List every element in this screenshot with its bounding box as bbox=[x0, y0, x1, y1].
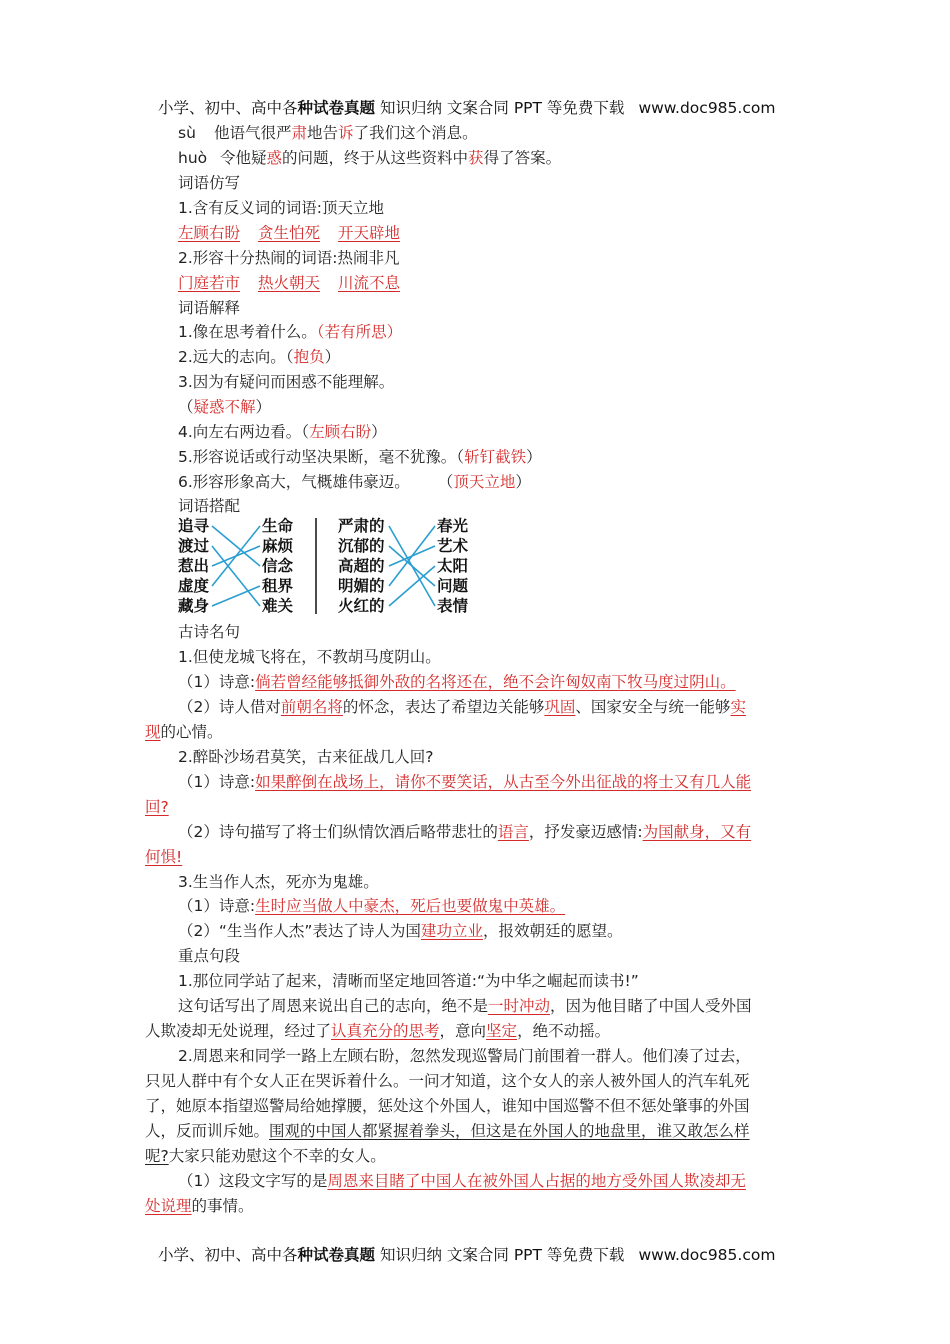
match-line bbox=[389, 546, 435, 586]
match-left-word: 虚度 bbox=[178, 577, 210, 595]
match-left-word: 追寻 bbox=[178, 517, 210, 535]
match-right-word: 太阳 bbox=[437, 557, 469, 575]
poem-analysis: （2）诗人借对前朝名将的怀念，表达了希望边关能够巩固、国家安全与统一能够实 bbox=[178, 698, 746, 716]
poem-analysis-cont: 何惧! bbox=[145, 848, 183, 866]
answer-row: 门庭若市 热火朝天 川流不息 bbox=[178, 274, 401, 292]
key-analysis: （1）这段文字写的是周恩来目睹了中国人在被外国人占据的地方受外国人欺凌却无 bbox=[178, 1172, 746, 1190]
match-left-word: 藏身 bbox=[178, 597, 210, 615]
match-right-word: 艺术 bbox=[437, 537, 469, 555]
match-right-word: 租界 bbox=[262, 577, 294, 595]
key-passage-line: 人，反而训斥她。围观的中国人都紧握着拳头，但这是在外国人的地盘里，谁又敢怎么样 bbox=[145, 1122, 750, 1140]
explain-item: 1.像在思考着什么。（若有所思） bbox=[178, 323, 403, 341]
site-url: www.doc985.com bbox=[638, 1246, 776, 1264]
explain-item: 4.向左右两边看。（左顾右盼） bbox=[178, 423, 387, 441]
match-left-word: 惹出 bbox=[178, 557, 210, 575]
poem-meaning-cont: 回? bbox=[145, 798, 169, 816]
key-analysis-cont: 人欺凌却无处说理，经过了认真充分的思考，意向坚定，绝不动摇。 bbox=[145, 1022, 611, 1040]
match-left-word: 火红的 bbox=[338, 597, 385, 615]
page-footer: 小学、初中、高中各种试卷真题 知识归纳 文案合同 PPT 等免费下载 www.doc985.com bbox=[158, 1246, 776, 1264]
poem-line: 2.醉卧沙场君莫笑，古来征战几人回? bbox=[178, 748, 434, 766]
match-line bbox=[212, 526, 260, 566]
match-line bbox=[389, 526, 435, 586]
key-sentence: 1.那位同学站了起来，清晰而坚定地回答道:“为中华之崛起而读书!” bbox=[178, 972, 639, 990]
question: 1.含有反义词的词语:顶天立地 bbox=[178, 199, 385, 217]
match-left-word: 渡过 bbox=[178, 537, 210, 555]
explain-answer: （疑惑不解） bbox=[178, 398, 272, 416]
match-left-word: 明媚的 bbox=[338, 577, 385, 595]
section-title: 古诗名句 bbox=[178, 623, 241, 641]
section-title: 词语搭配 bbox=[178, 497, 241, 515]
key-passage-line: 了，她原本指望巡警局给她撑腰，惩处这个外国人，谁知中国巡警不但不惩处肇事的外国 bbox=[145, 1097, 750, 1115]
explain-item: 2.远大的志向。（抱负） bbox=[178, 348, 341, 366]
answer-row: 左顾右盼 贪生怕死 开天辟地 bbox=[178, 224, 401, 242]
key-analysis: 这句话写出了周恩来说出自己的志向，绝不是一时冲动，因为他目睹了中国人受外国 bbox=[178, 997, 752, 1015]
poem-meaning: （1）诗意:如果醉倒在战场上，请你不要笑话，从古至今外出征战的将士又有几人能 bbox=[178, 773, 752, 791]
question: 2.形容十分热闹的词语:热闹非凡 bbox=[178, 249, 400, 267]
match-right-word: 问题 bbox=[437, 577, 469, 595]
key-analysis-cont: 处说理的事情。 bbox=[145, 1197, 254, 1215]
match-right-word: 信念 bbox=[262, 557, 294, 575]
match-right-word: 春光 bbox=[437, 517, 469, 535]
poem-analysis-cont: 现的心情。 bbox=[145, 723, 223, 741]
poem-line: 1.但使龙城飞将在，不教胡马度阴山。 bbox=[178, 648, 441, 666]
match-right-word: 麻烦 bbox=[262, 537, 294, 555]
pinyin-line: huò 令他疑惑的问题，终于从这些资料中获得了答案。 bbox=[178, 149, 562, 167]
match-right-word: 表情 bbox=[437, 597, 469, 615]
section-title: 词语解释 bbox=[178, 299, 241, 317]
key-passage-line: 呢?大家只能劝慰这个不幸的女人。 bbox=[145, 1147, 386, 1165]
match-left-word: 沉郁的 bbox=[338, 537, 385, 555]
poem-analysis: （2）“生当作人杰”表达了诗人为国建功立业，报效朝廷的愿望。 bbox=[178, 922, 623, 940]
match-line bbox=[389, 566, 435, 606]
poem-line: 3.生当作人杰，死亦为鬼雄。 bbox=[178, 873, 379, 891]
key-passage-line: 2.周恩来和同学一路上左顾右盼，忽然发现巡警局门前围着一群人。他们凑了过去， bbox=[178, 1047, 751, 1065]
match-left-word: 严肃的 bbox=[338, 517, 385, 535]
poem-analysis: （2）诗句描写了将士们纵情饮酒后略带悲壮的语言，抒发豪迈感情:为国献身，又有 bbox=[178, 823, 752, 841]
match-left-word: 高超的 bbox=[338, 557, 385, 575]
explain-item: 3.因为有疑问而困惑不能理解。 bbox=[178, 373, 395, 391]
pinyin-line: sù 他语气很严肃地告诉了我们这个消息。 bbox=[178, 124, 478, 142]
section-title: 词语仿写 bbox=[178, 174, 241, 192]
page-header: 小学、初中、高中各种试卷真题 知识归纳 文案合同 PPT 等免费下载 www.doc985.com bbox=[158, 99, 776, 117]
match-right-word: 难关 bbox=[262, 597, 294, 615]
poem-meaning: （1）诗意:生时应当做人中豪杰，死后也要做鬼中英雄。 bbox=[178, 897, 566, 915]
match-right-word: 生命 bbox=[262, 517, 294, 535]
explain-item: 5.形容说话或行动坚决果断，毫不犹豫。（斩钉截铁） bbox=[178, 448, 542, 466]
explain-item: 6.形容形象高大，气概雄伟豪迈。 （顶天立地） bbox=[178, 473, 531, 491]
site-url: www.doc985.com bbox=[638, 99, 776, 117]
key-passage-line: 只见人群中有个女人正在哭诉着什么。一问才知道，这个女人的亲人被外国人的汽车轧死 bbox=[145, 1072, 750, 1090]
section-title: 重点句段 bbox=[178, 947, 241, 965]
poem-meaning: （1）诗意:倘若曾经能够抵御外敌的名将还在，绝不会许匈奴南下牧马度过阴山。 bbox=[178, 673, 736, 691]
